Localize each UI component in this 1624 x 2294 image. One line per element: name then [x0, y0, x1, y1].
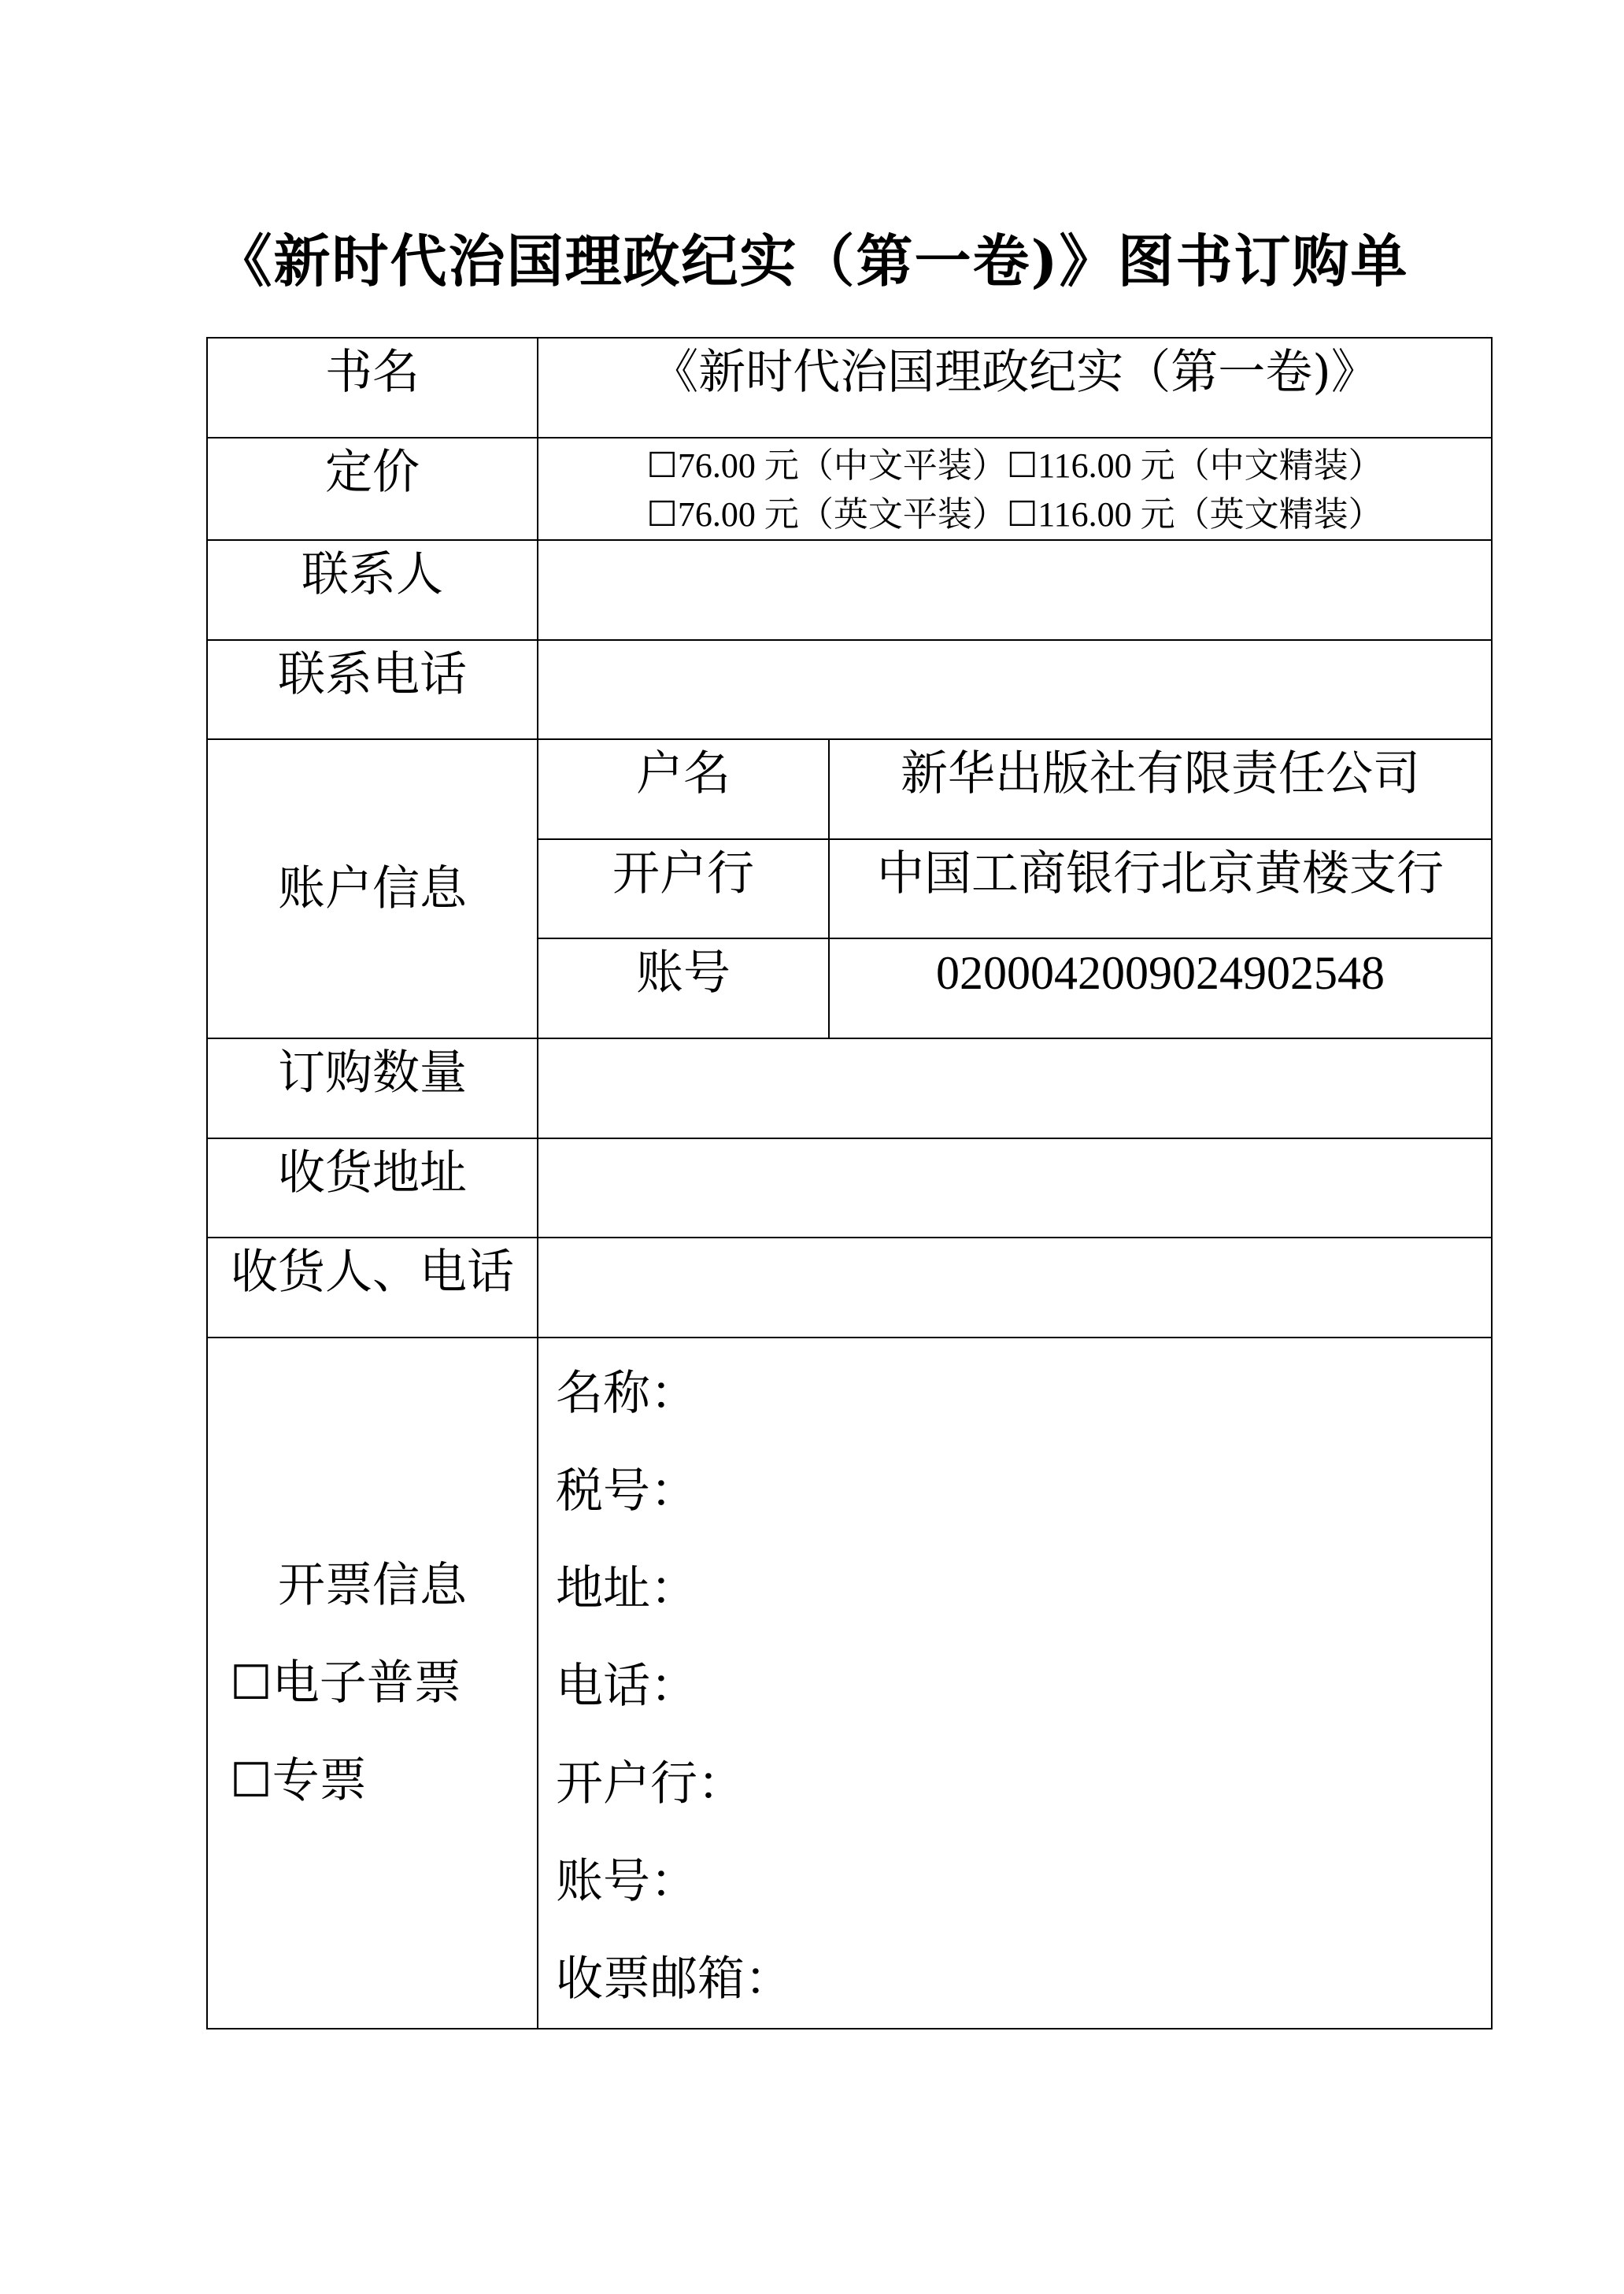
label-account-holder: 户名 — [538, 739, 829, 839]
phone-field[interactable] — [538, 640, 1492, 739]
label-book-name: 书名 — [207, 338, 538, 438]
invoice-fields — [538, 1338, 1492, 2029]
value-account-number: 0200042009024902548 — [829, 938, 1492, 1038]
value-account-bank: 中国工商银行北京黄楼支行 — [829, 839, 1492, 938]
address-field[interactable] — [538, 1138, 1492, 1238]
invoice-field-phone[interactable]: 电话： — [556, 1659, 697, 1714]
label-address: 收货地址 — [207, 1138, 538, 1238]
invoice-field-tax-id[interactable]: 税号： — [556, 1463, 697, 1519]
document-title: 《新时代治国理政纪实（第一卷)》图书订购单 — [215, 228, 1409, 294]
value-account-holder: 新华出版社有限责任公司 — [829, 739, 1492, 839]
label-receiver: 收货人、电话 — [207, 1238, 538, 1338]
label-account-bank: 开户行 — [538, 839, 829, 938]
quantity-field[interactable] — [538, 1038, 1492, 1138]
row-receiver — [207, 1238, 1492, 1338]
invoice-field-address[interactable]: 地址： — [556, 1561, 697, 1616]
invoice-option-electronic[interactable]: ☐电子普票 — [230, 1656, 461, 1711]
label-invoice-info: 开票信息 — [278, 1558, 467, 1613]
row-price — [207, 438, 1492, 540]
row-address — [207, 1138, 1492, 1238]
value-book-name: 《新时代治国理政纪实（第一卷)》 — [538, 338, 1492, 438]
label-contact: 联系人 — [207, 540, 538, 640]
row-phone — [207, 640, 1492, 739]
label-account-number: 账号 — [538, 938, 829, 1038]
order-form-table — [206, 337, 1493, 2029]
price-options[interactable] — [538, 438, 1492, 540]
invoice-field-email[interactable]: 收票邮箱： — [556, 1952, 792, 2007]
label-price: 定价 — [207, 438, 538, 540]
invoice-field-bank[interactable]: 开户行： — [556, 1756, 745, 1811]
invoice-option-special[interactable]: ☐专票 — [230, 1753, 367, 1808]
row-contact — [207, 540, 1492, 640]
row-invoice — [207, 1338, 1492, 2029]
row-book-name — [207, 338, 1492, 438]
label-account-info: 账户信息 — [207, 739, 538, 1038]
invoice-field-account[interactable]: 账号： — [556, 1854, 697, 1909]
invoice-options — [207, 1338, 538, 2029]
price-option-line-2[interactable]: ☐76.00 元（英文平装）☐116.00 元（英文精装） — [646, 495, 1383, 534]
invoice-field-name[interactable]: 名称： — [556, 1366, 697, 1421]
row-account-name — [207, 739, 1492, 839]
label-phone: 联系电话 — [207, 640, 538, 739]
label-quantity: 订购数量 — [207, 1038, 538, 1138]
price-option-line-1[interactable]: ☐76.00 元（中文平装）☐116.00 元（中文精装） — [646, 446, 1383, 485]
row-quantity — [207, 1038, 1492, 1138]
receiver-field[interactable] — [538, 1238, 1492, 1338]
contact-field[interactable] — [538, 540, 1492, 640]
